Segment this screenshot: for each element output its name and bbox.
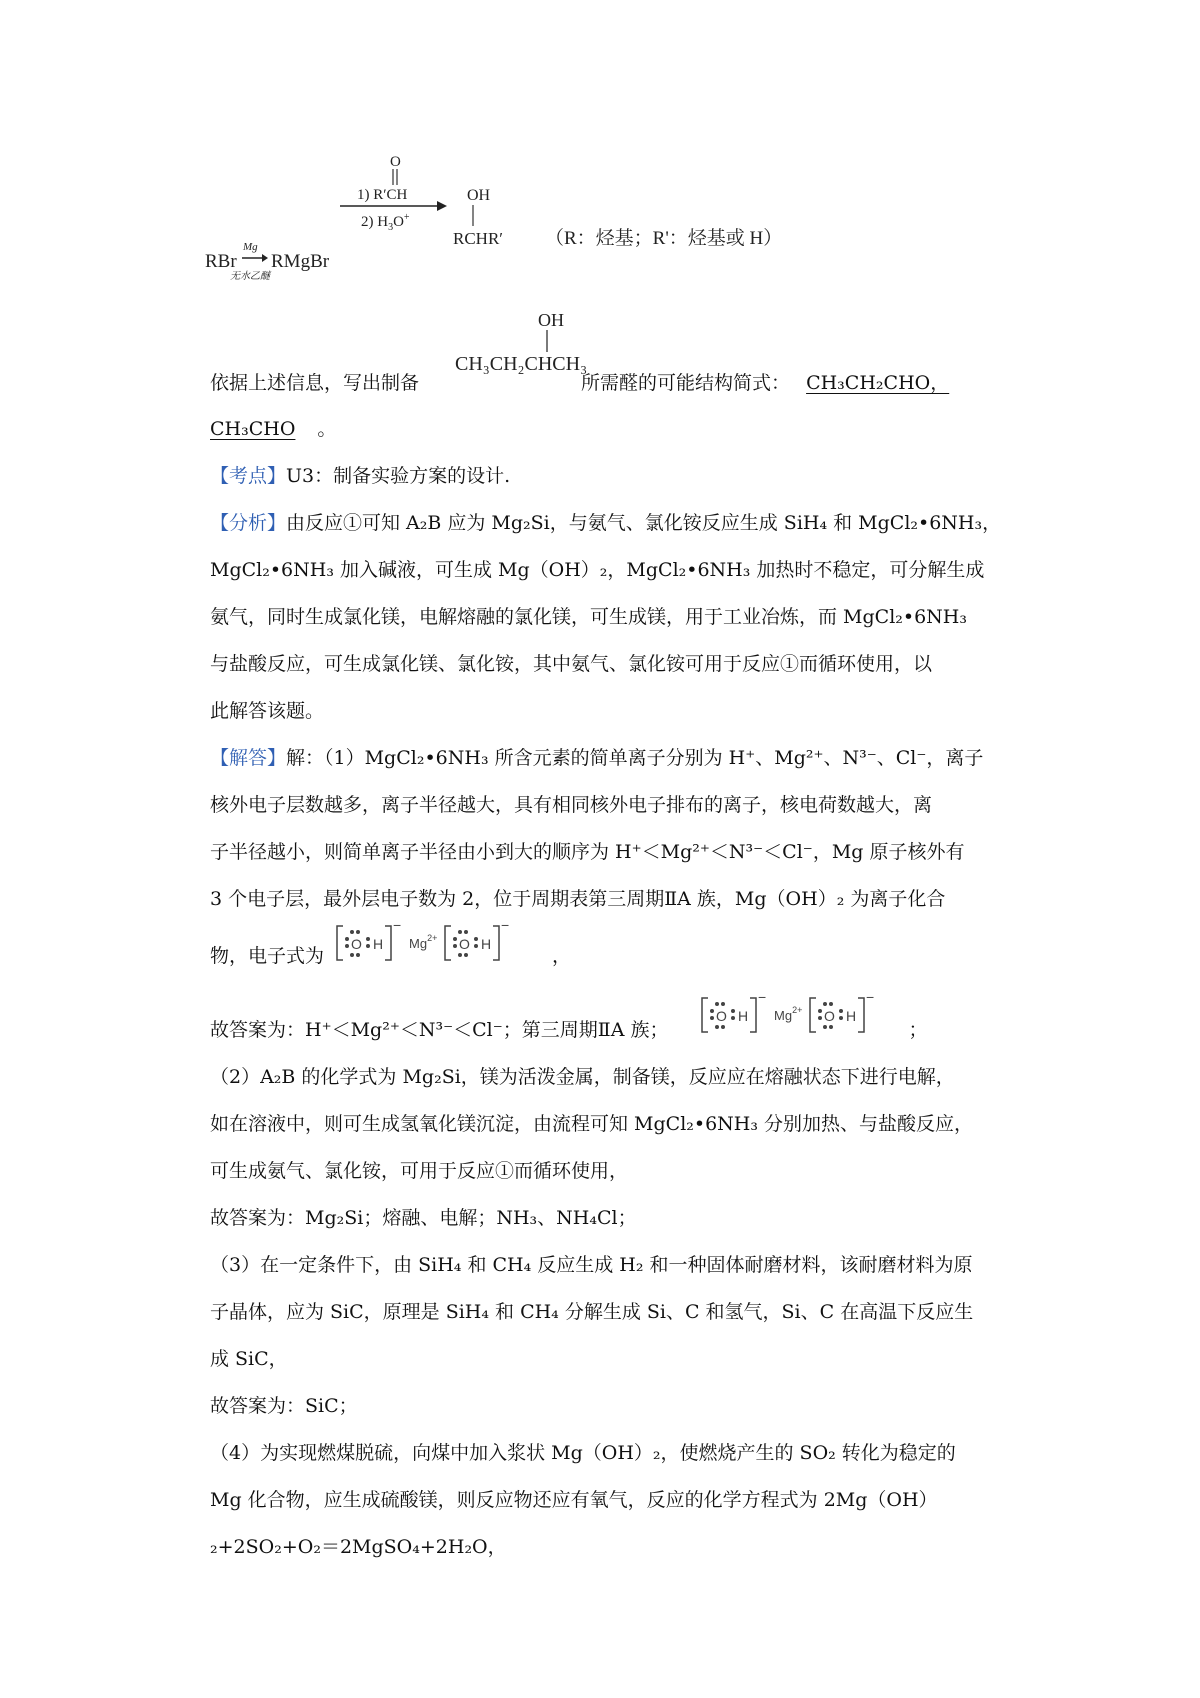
svg-text:O: O: [351, 936, 362, 952]
question-line-1: 依据上述信息，写出制备 所需醛的可能结构简式： CH₃CH₂CHO，: [210, 370, 957, 396]
reaction-note: （R：烃基；R'：烃基或 H）: [545, 228, 783, 249]
answer-aldehyde-1: CH₃CH₂CHO，: [806, 372, 950, 394]
rmgbr-label: RMgBr: [271, 251, 330, 272]
hydroxide-ion-left: [337, 918, 401, 960]
answer-1-line: 故答案为：H⁺＜Mg²⁺＜N³⁻＜Cl⁻；第三周期ⅡA 族； ；: [210, 1019, 928, 1041]
lewis-structure-mg-oh2-2: [700, 990, 930, 1046]
svg-text:−: −: [501, 918, 510, 933]
hydroxide-ion-right: [445, 918, 509, 960]
svg-text:−: −: [393, 918, 402, 933]
jieda-line-5: 物，电子式为 ，: [210, 945, 572, 967]
kaodian-tag: 【考点】: [210, 465, 287, 487]
svg-text:−: −: [758, 990, 767, 1005]
kaodian-line: 【考点】U3：制备实验方案的设计.: [210, 465, 511, 487]
small-arrow-head: [262, 254, 268, 262]
svg-text:O: O: [716, 1008, 727, 1024]
hydroxide-ion-right: [810, 990, 874, 1032]
mg-cation: $Mg^{2+}$: [774, 1005, 803, 1023]
solvent-label: 无水乙醚: [230, 271, 270, 280]
jieda-line-4: 3 个电子层，最外层电子数为 2，位于周期表第三周期ⅡA 族，Mg（OH）₂ 为离子化合: [210, 888, 946, 910]
fenxi-tag: 【分析】: [210, 512, 287, 534]
grignard-reaction-scheme: [205, 150, 845, 280]
svg-text:H: H: [738, 1008, 749, 1024]
svg-text:H: H: [481, 936, 492, 952]
step2-condition: 2) $H_3O^+$: [361, 212, 410, 233]
mg-reagent: Mg: [243, 241, 258, 253]
target-alcohol-structure: [455, 308, 615, 378]
fenxi-line-4: 与盐酸反应，可生成氯化镁、氯化铵，其中氨气、氯化铵可用于反应①而循环使用，以: [210, 653, 933, 675]
part2-line-1: （2）A₂B 的化学式为 Mg₂Si，镁为活泼金属，制备镁，反应应在熔融状态下进行电解，: [210, 1066, 955, 1088]
question-line-2: CH₃CHO 。: [210, 418, 337, 440]
svg-text:O: O: [824, 1008, 835, 1024]
product-oh: OH: [467, 187, 491, 204]
part2-line-3: 可生成氨气、氯化铵，可用于反应①而循环使用，: [210, 1160, 629, 1182]
hydroxide-ion-left: [702, 990, 766, 1032]
rbr-label: RBr: [205, 251, 237, 272]
target-formula: CH₃CH₂CHCH₃: [455, 353, 588, 375]
jieda-line-1: 【解答】解：（1）MgCl₂•6NH₃ 所含元素的简单离子分别为 H⁺、Mg²⁺、N³⁻、Cl⁻，离子: [210, 747, 984, 769]
jieda-tag: 【解答】: [210, 747, 287, 769]
answer-3-line: 故答案为：SiC；: [210, 1395, 358, 1417]
answer-aldehyde-2: CH₃CHO: [210, 418, 296, 440]
part3-line-2: 子晶体，应为 SiC，原理是 SiH₄ 和 CH₄ 分解生成 Si、C 和氢气，Si、C 在高温下反应生: [210, 1301, 974, 1323]
svg-text:H: H: [373, 936, 384, 952]
part3-line-3: 成 SiC，: [210, 1348, 288, 1370]
long-arrow-head: [437, 201, 447, 211]
mg-cation: $Mg^{2+}$: [409, 933, 438, 951]
jieda-line-2: 核外电子层数越多，离子半径越大，具有相同核外电子排布的离子，核电荷数越大，离: [210, 794, 933, 816]
answer-2-line: 故答案为：Mg₂Si；熔融、电解；NH₃、NH₄Cl；: [210, 1207, 637, 1229]
fenxi-line-5: 此解答该题。: [210, 700, 325, 722]
part2-line-2: 如在溶液中，则可生成氢氧化镁沉淀，由流程可知 MgCl₂•6NH₃ 分别加热、与盐酸反应，: [210, 1113, 974, 1135]
part3-line-1: （3）在一定条件下，由 SiH₄ 和 CH₄ 反应生成 H₂ 和一种固体耐磨材料，该耐磨材料为原: [210, 1254, 973, 1276]
aldehyde-oxygen: O: [390, 154, 401, 170]
fenxi-line-3: 氨气，同时生成氯化镁，电解熔融的氯化镁，可生成镁，用于工业冶炼，而 MgCl₂•6NH₃: [210, 606, 967, 628]
product-formula: RCHR′: [453, 229, 504, 248]
part4-line-1: （4）为实现燃煤脱硫，向煤中加入浆状 Mg（OH）₂，使燃烧产生的 SO₂ 转化为稳定的: [210, 1442, 956, 1464]
fenxi-line-1: 【分析】由反应①可知 A₂B 应为 Mg₂Si，与氨气、氯化铵反应生成 SiH₄ 和 MgCl₂•6NH₃，: [210, 512, 1002, 534]
lewis-structure-mg-oh2-1: [335, 918, 565, 974]
step1-condition: 1) R′CH: [357, 187, 408, 203]
jieda-line-3: 子半径越小，则简单离子半径由小到大的顺序为 H⁺＜Mg²⁺＜N³⁻＜Cl⁻，Mg 原子核外有: [210, 841, 965, 863]
part4-line-3: ₂+2SO₂+O₂＝2MgSO₄+2H₂O，: [210, 1536, 507, 1558]
svg-text:H: H: [846, 1008, 857, 1024]
target-oh: OH: [538, 310, 564, 330]
fenxi-line-2: MgCl₂•6NH₃ 加入碱液，可生成 Mg（OH）₂，MgCl₂•6NH₃ 加热时不稳定，可分解生成: [210, 559, 985, 581]
svg-text:−: −: [866, 990, 875, 1005]
part4-line-2: Mg 化合物，应生成硫酸镁，则反应物还应有氧气，反应的化学方程式为 2Mg（OH）: [210, 1489, 938, 1511]
svg-text:O: O: [459, 936, 470, 952]
